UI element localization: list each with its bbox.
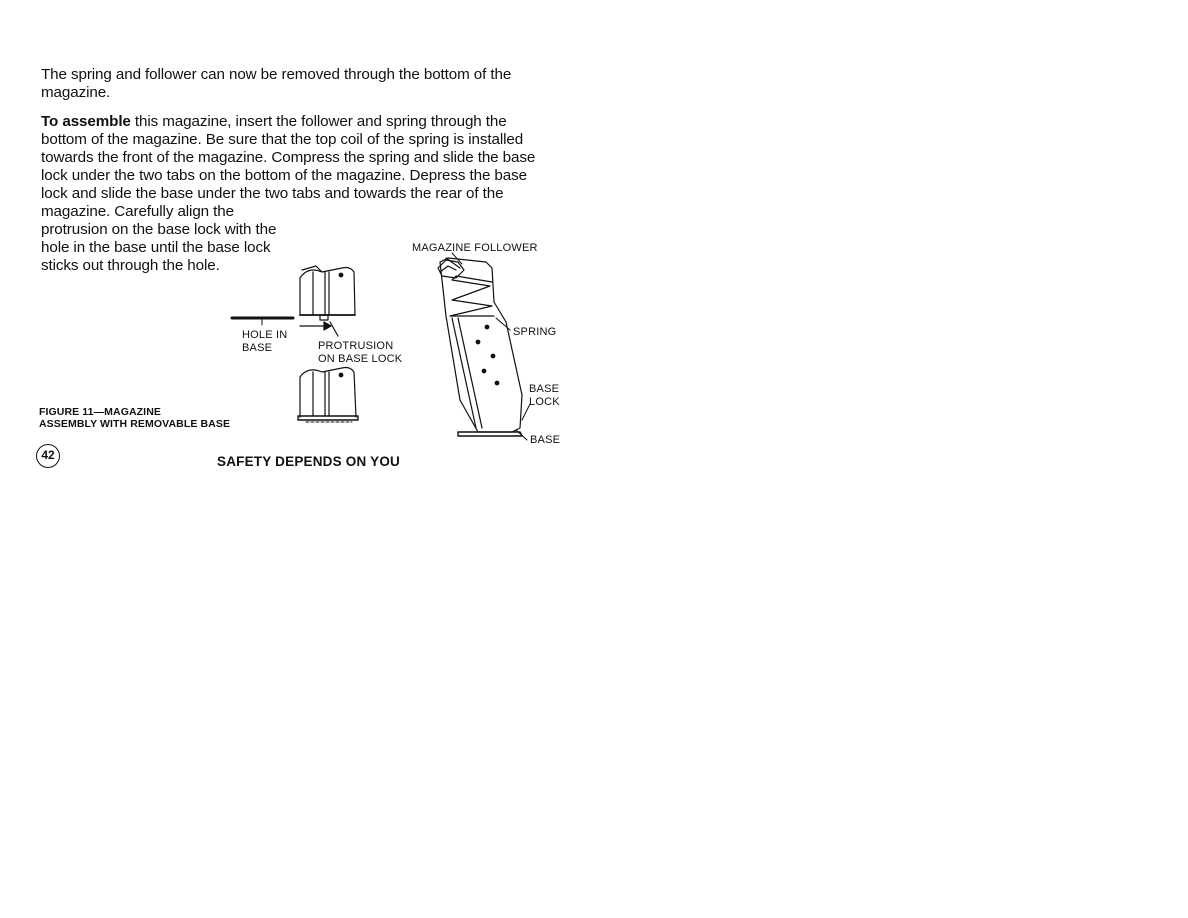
- magazine-follower-label: MAGAZINE FOLLOWER: [412, 242, 538, 254]
- text-line: bottom of the magazine. Be sure that the top coil of the spring is installed: [41, 131, 524, 148]
- text-line: The spring and follower can now be removed through the bottom of the: [41, 66, 512, 83]
- caption-line: FIGURE 11—MAGAZINE: [39, 406, 161, 418]
- hole-in-base-label: [242, 329, 287, 355]
- text-fragment: this magazine, insert the follower and spring through the: [130, 113, 507, 130]
- label-line: LOCK: [529, 396, 560, 408]
- label-line: PROTRUSION: [318, 340, 394, 352]
- figure-caption: [39, 406, 230, 430]
- assemble-heading: To assemble: [41, 113, 131, 130]
- text-line: magazine.: [41, 84, 111, 101]
- magazine-bottom-assembled-drawing: [298, 368, 358, 423]
- base-plate-drawing: [232, 318, 293, 325]
- label-line: BASE: [529, 383, 560, 395]
- text-line: hole in the base until the base lock: [41, 239, 271, 256]
- spring-label: SPRING: [513, 326, 557, 338]
- full-magazine-drawing: [438, 253, 530, 440]
- text-line: lock and slide the base under the two tabs and towards the rear of the: [41, 185, 504, 202]
- protrusion-label: [318, 340, 402, 366]
- arrow-icon: [300, 322, 331, 330]
- caption-line: ASSEMBLY WITH REMOVABLE BASE: [39, 418, 231, 430]
- text-line: towards the front of the magazine. Compress the spring and slide the base: [41, 149, 536, 166]
- base-label: BASE: [530, 434, 561, 446]
- label-line: BASE: [242, 342, 273, 354]
- text-line: lock under the two tabs on the bottom of the magazine. Depress the base: [41, 167, 527, 184]
- text-line: magazine. Carefully align the: [41, 203, 234, 220]
- base-lock-label: [529, 383, 560, 409]
- label-line: HOLE IN: [242, 329, 288, 341]
- text-line: sticks out through the hole.: [41, 257, 220, 274]
- footer-text: SAFETY DEPENDS ON YOU: [217, 454, 400, 469]
- label-line: ON BASE LOCK: [318, 353, 403, 365]
- text-line: protrusion on the base lock with the: [41, 221, 277, 238]
- page-number: 42: [36, 444, 60, 468]
